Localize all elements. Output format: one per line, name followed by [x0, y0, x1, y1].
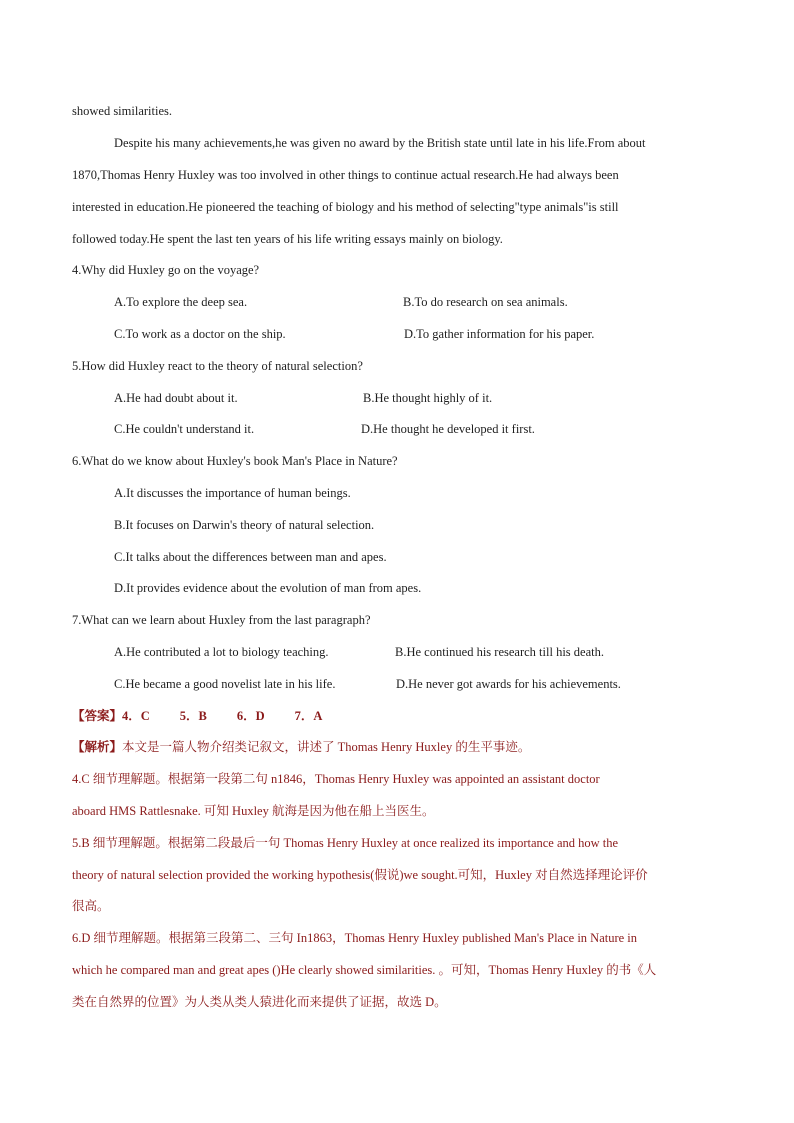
question-5-option-c: C.He couldn't understand it. — [114, 422, 255, 436]
question-6-option-d: D.It provides evidence about the evolution of man from apes. — [114, 581, 422, 595]
question-4-option-b: B.To do research on sea animals. — [403, 295, 568, 309]
question-5-stem: 5.How did Huxley react to the theory of natural selection? — [72, 359, 363, 373]
question-5-option-a: A.He had doubt about it. — [114, 391, 238, 405]
analysis-line: which he compared man and great apes ()He clearly showed similarities. 。可知，Thomas Henry Huxley 的书《人 — [72, 963, 657, 977]
question-5-option-b: B.He thought highly of it. — [363, 391, 493, 405]
analysis-line: 5.B 细节理解题。根据第二段最后一句 Thomas Henry Huxley at once realized its importance and how the — [72, 836, 619, 850]
analysis-intro: 本文是一篇人物介绍类记叙文，讲述了 Thomas Henry Huxley 的生平事迹。 — [122, 740, 531, 754]
question-4-option-d: D.To gather information for his paper. — [404, 327, 595, 341]
question-4-option-a: A.To explore the deep sea. — [114, 295, 248, 309]
passage-paragraph-line: followed today.He spent the last ten years of his life writing essays mainly on biology. — [72, 232, 503, 246]
question-7-stem: 7.What can we learn about Huxley from the last paragraph? — [72, 613, 371, 627]
analysis-line: aboard HMS Rattlesnake. 可知 Huxley 航海是因为他在船上当医生。 — [72, 804, 435, 818]
question-6-option-a: A.It discusses the importance of human beings. — [114, 486, 351, 500]
question-7-option-c: C.He became a good novelist late in his life. — [114, 677, 336, 691]
analysis-line: 很高。 — [72, 899, 110, 913]
answer-item: 6．D — [236, 709, 265, 723]
analysis-line: 类在自然界的位置》为人类从类人猿进化而来提供了证据，故选 D。 — [72, 995, 447, 1009]
answer-label: 【答案】 — [72, 709, 123, 723]
question-7-option-a: A.He contributed a lot to biology teaching. — [114, 645, 329, 659]
question-7-option-d: D.He never got awards for his achievements. — [396, 677, 621, 691]
question-5-option-d: D.He thought he developed it first. — [361, 422, 535, 436]
answer-item: 5．B — [179, 709, 207, 723]
analysis-line: 6.D 细节理解题。根据第三段第二、三句 In1863，Thomas Henry Huxley published Man's Place in Nature in — [72, 931, 638, 945]
passage-paragraph-line: interested in education.He pioneered the teaching of biology and his method of selecting"type animals"is still — [72, 200, 619, 214]
answer-item: 4．C — [122, 709, 150, 723]
answer-item: 7．A — [294, 709, 323, 723]
question-6-stem: 6.What do we know about Huxley's book Man's Place in Nature? — [72, 454, 398, 468]
question-4-option-c: C.To work as a doctor on the ship. — [114, 327, 286, 341]
question-7-option-b: B.He continued his research till his death. — [395, 645, 604, 659]
question-4-stem: 4.Why did Huxley go on the voyage? — [72, 263, 260, 277]
passage-paragraph-line: 1870,Thomas Henry Huxley was too involved in other things to continue actual research.He had always been — [72, 168, 619, 182]
analysis-label: 【解析】 — [72, 740, 123, 754]
analysis-line: 4.C 细节理解题。根据第一段第二句 n1846，Thomas Henry Huxley was appointed an assistant doctor — [72, 772, 600, 786]
analysis-line: theory of natural selection provided the working hypothesis(假说)we sought.可知，Huxley 对自然选择理论评价 — [72, 868, 648, 882]
question-6-option-c: C.It talks about the differences between man and apes. — [114, 550, 387, 564]
passage-continuation: showed similarities. — [72, 104, 172, 118]
question-6-option-b: B.It focuses on Darwin's theory of natural selection. — [114, 518, 375, 532]
analysis-intro-line — [72, 739, 530, 755]
passage-paragraph-line: Despite his many achievements,he was given no award by the British state until late in his life.From about — [114, 136, 646, 150]
answer-key — [72, 708, 322, 724]
